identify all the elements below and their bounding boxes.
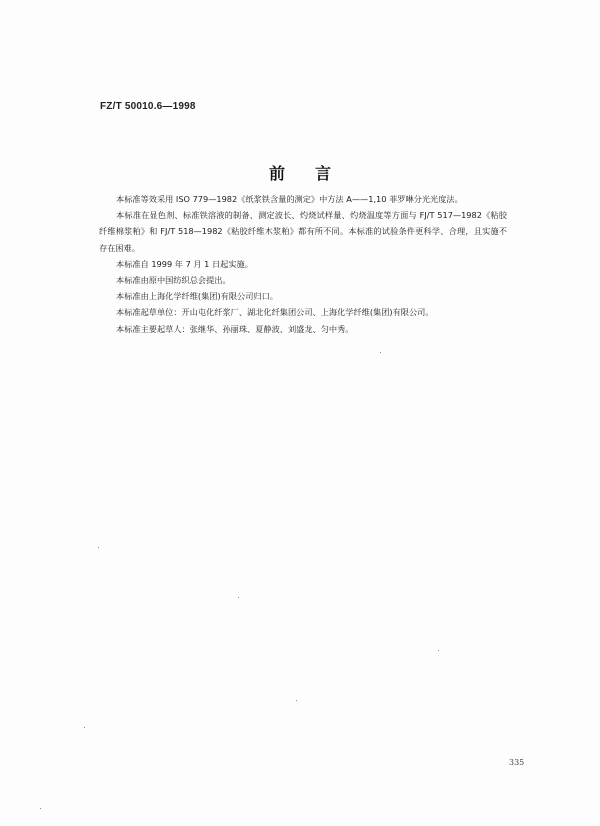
scan-speck (40, 808, 41, 809)
scan-speck (98, 547, 99, 548)
standard-code: FZ/T 50010.6—1998 (100, 101, 196, 112)
page-title: 前言 (268, 164, 361, 183)
paragraph-drafters: 本标准主要起草人：张继华、孙丽珠、夏静波、刘盛龙、匀中秀。 (116, 323, 354, 334)
paragraph-drafting-units: 本标准起草单位：开山屯化纤浆厂、湖北化纤集团公司、上海化学纤维(集团)有限公司。 (116, 307, 434, 318)
foreword-body (99, 191, 507, 337)
scan-speck (84, 727, 85, 728)
scan-speck (438, 650, 439, 651)
paragraph-effective-date: 本标准自 1999 年 7 月 1 日起实施。 (116, 258, 253, 269)
paragraph-administrator: 本标准由上海化学纤维(集团)有限公司归口。 (116, 291, 278, 302)
page-number: 335 (509, 758, 525, 767)
scan-speck (296, 700, 297, 701)
paragraph-proposer: 本标准由原中国纺织总会提出。 (116, 275, 231, 286)
scan-speck (380, 352, 381, 353)
paragraph-adoption: 本标准等效采用 ISO 779—1982《纸浆铁含量的测定》中方法 A——1,10 菲罗啉分光光度法。 (116, 194, 463, 204)
scan-speck (238, 597, 239, 598)
paragraph-differences: 本标准在显色剂、标准铁溶液的制备、测定波长、灼烧试样量、灼烧温度等方面与 FJ/T 517—1982《粘胶纤维棉浆粕》和 FJ/T 518—1982《粘胶纤维木浆粕》都有所不同。本标准的试验条件更科学、合理，且实施不存在困难。 (99, 210, 507, 253)
